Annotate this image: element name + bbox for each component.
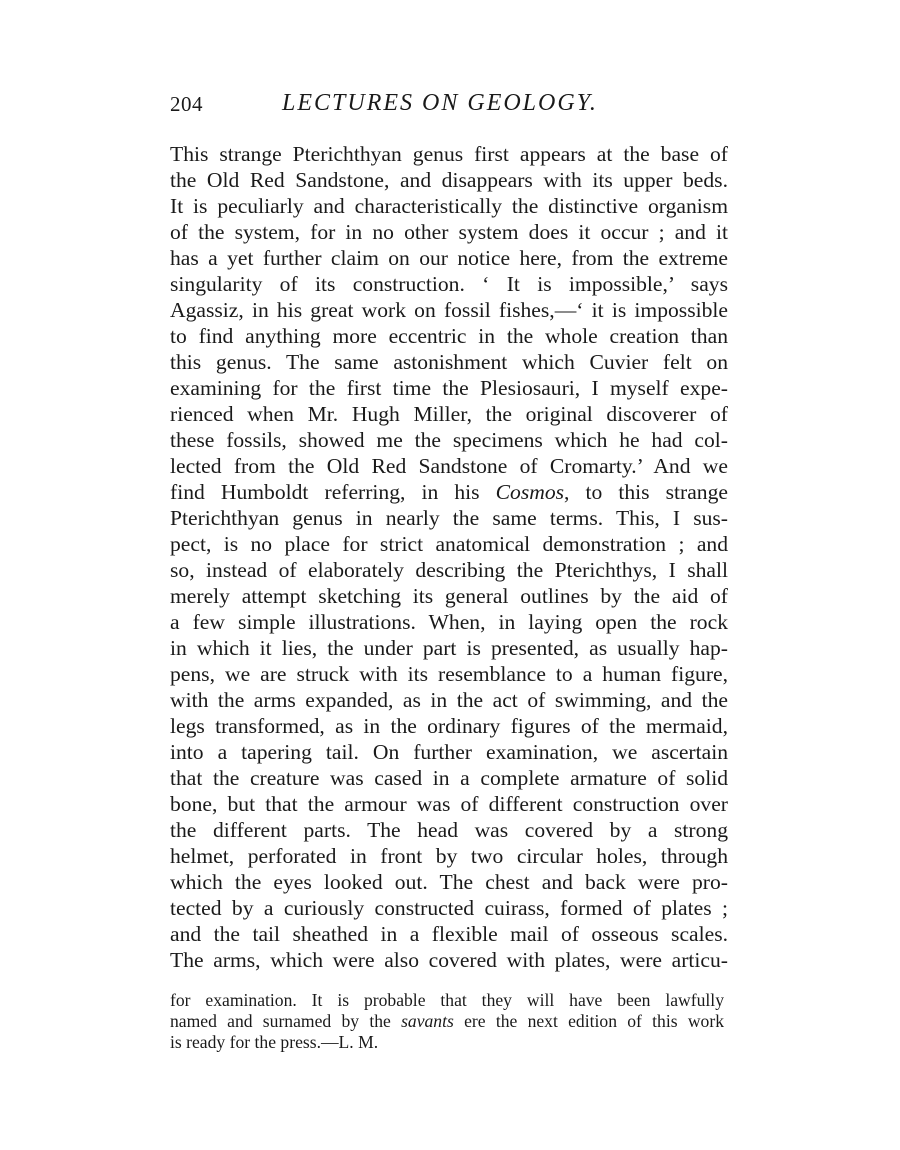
text-segment: find Humboldt referring, in his	[170, 480, 496, 504]
page-header	[170, 92, 730, 126]
text-line: that the creature was cased in a complete armature of solid	[170, 766, 728, 790]
text-line: which the eyes looked out. The chest and back were pro-	[170, 870, 728, 894]
text-line: legs transformed, as in the ordinary figures of the mermaid,	[170, 714, 728, 738]
text-line: merely attempt sketching its general outlines by the aid of	[170, 584, 728, 608]
text-line: helmet, perforated in front by two circular holes, through	[170, 844, 728, 868]
text-line: rienced when Mr. Hugh Miller, the original discoverer of	[170, 402, 728, 426]
text-line: singularity of its construction. ‘ It is impossible,’ says	[170, 272, 728, 296]
book-title-cosmos: Cosmos	[495, 480, 565, 504]
text-segment: named and surnamed by the	[170, 1011, 402, 1031]
text-segment: ere the next edition of this work	[453, 1011, 724, 1031]
page-number: 204	[170, 92, 203, 116]
text-line: Agassiz, in his great work on fossil fishes,—‘ it is impossible	[170, 298, 728, 322]
footnote-line: is ready for the press.—L. M.	[170, 1032, 379, 1052]
text-line: this genus. The same astonishment which Cuvier felt on	[170, 350, 728, 374]
italic-word-savants: savants	[401, 1011, 454, 1031]
text-segment: , to this strange	[564, 480, 728, 504]
text-line: This strange Pterichthyan genus first appears at the base of	[170, 142, 728, 166]
footnote-line: for examination. It is probable that they will have been lawfully	[170, 990, 724, 1010]
text-line: a few simple illustrations. When, in laying open the rock	[170, 610, 728, 634]
text-line: and the tail sheathed in a flexible mail of osseous scales.	[170, 922, 728, 946]
running-head: LECTURES ON GEOLOGY.	[282, 90, 598, 116]
text-line: these fossils, showed me the specimens which he had col-	[170, 428, 728, 452]
text-line: The arms, which were also covered with plates, were articu-	[170, 948, 728, 972]
text-line: has a yet further claim on our notice here, from the extreme	[170, 246, 728, 270]
text-line: pens, we are struck with its resemblance to a human figure,	[170, 662, 728, 686]
text-line: in which it lies, the under part is presented, as usually hap-	[170, 636, 728, 660]
text-line: so, instead of elaborately describing the Pterichthys, I shall	[170, 558, 728, 582]
body-text	[170, 141, 728, 973]
footnote	[170, 990, 724, 1053]
text-line: with the arms expanded, as in the act of swimming, and the	[170, 688, 728, 712]
text-line	[170, 479, 728, 505]
text-line: tected by a curiously constructed cuirass, formed of plates ;	[170, 896, 728, 920]
text-line: of the system, for in no other system does it occur ; and it	[170, 220, 728, 244]
text-line: pect, is no place for strict anatomical demonstration ; and	[170, 532, 728, 556]
footnote-line	[170, 1011, 724, 1032]
text-line: Pterichthyan genus in nearly the same terms. This, I sus-	[170, 506, 728, 530]
text-line: examining for the first time the Plesiosauri, I myself expe-	[170, 376, 728, 400]
text-line: It is peculiarly and characteristically the distinctive organism	[170, 194, 728, 218]
text-line: lected from the Old Red Sandstone of Cromarty.’ And we	[170, 454, 728, 478]
text-line: the different parts. The head was covered by a strong	[170, 818, 728, 842]
text-line: into a tapering tail. On further examination, we ascertain	[170, 740, 728, 764]
text-line: the Old Red Sandstone, and disappears with its upper beds.	[170, 168, 728, 192]
text-line: bone, but that the armour was of different construction over	[170, 792, 728, 816]
text-line: to find anything more eccentric in the whole creation than	[170, 324, 728, 348]
